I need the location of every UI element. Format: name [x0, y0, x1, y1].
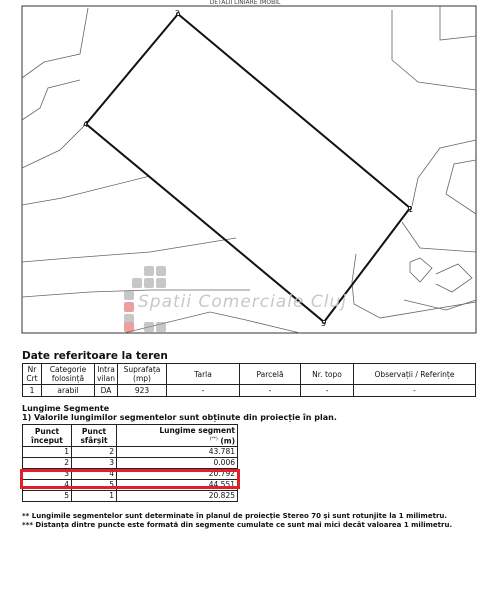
land-table-header-row	[23, 364, 476, 385]
header-observatii: Observații / Referințe	[354, 364, 476, 385]
segment-start: 3	[23, 469, 72, 480]
header-intravilan: Intra vilan	[95, 364, 118, 385]
segment-row	[23, 491, 238, 502]
segments-subtitle: 1) Valorile lungimilor segmentelor sunt obținute din proiecție în plan.	[22, 413, 337, 422]
watermark-text: Spatii Comerciale Cluj	[138, 292, 347, 312]
header-tarla: Tarla	[167, 364, 240, 385]
segment-start: 4	[23, 480, 72, 491]
cell-suprafata: 923	[118, 385, 167, 397]
cell-tarla: -	[167, 385, 240, 397]
footnote-1: ** Lungimile segmentelor sunt determinate în planul de proiecție Stereo 70 și sunt rotunjite la 1 milimetru.	[22, 512, 448, 520]
segments-header-row	[23, 425, 238, 447]
footnote-2: *** Distanța dintre puncte este formată din segmente cumulate ce sunt mai mici decât valoarea 1 milimetru.	[22, 521, 453, 529]
cell-categorie: arabil	[42, 385, 95, 397]
header-unit: (m)	[220, 436, 235, 446]
point-label-1: 1	[408, 205, 414, 214]
point-label-5: 5	[321, 319, 327, 328]
plan-header-title: DETALII LINIARE IMOBIL	[209, 0, 281, 6]
segment-end: 3	[72, 458, 117, 469]
highlight-box	[20, 469, 240, 489]
segment-length: 0.006	[117, 458, 238, 469]
segment-start: 5	[23, 491, 72, 502]
segments-title: Lungime Segmente	[22, 404, 110, 413]
cell-nr-topo: -	[301, 385, 354, 397]
header-lungime	[117, 425, 238, 447]
header-nr-crt: Nr Crt	[23, 364, 42, 385]
segment-end: 5	[72, 480, 117, 491]
segment-length: 20.792	[117, 469, 238, 480]
header-parcela: Parcelă	[240, 364, 301, 385]
cell-intravilan: DA	[95, 385, 118, 397]
header-suprafata: Suprafața (mp)	[118, 364, 167, 385]
land-data-table	[22, 363, 476, 397]
segment-end: 1	[72, 491, 117, 502]
segments-table	[22, 424, 238, 502]
segments-heading	[22, 404, 337, 422]
segment-length: 44.551	[117, 480, 238, 491]
point-label-2: 2	[175, 9, 181, 18]
segment-start: 2	[23, 458, 72, 469]
land-table-row	[23, 385, 476, 397]
header-lungime-label: Lungime segment	[159, 425, 235, 435]
segment-length: 20.825	[117, 491, 238, 502]
header-nr-topo: Nr. topo	[301, 364, 354, 385]
header-unit-footnote: (**)	[209, 436, 218, 442]
segment-length: 43.781	[117, 447, 238, 458]
segment-row	[23, 458, 238, 469]
segment-row	[23, 447, 238, 458]
header-categorie: Categorie folosință	[42, 364, 95, 385]
segment-end: 4	[72, 469, 117, 480]
cell-parcela: -	[240, 385, 301, 397]
land-section-title: Date referitoare la teren	[22, 350, 168, 362]
segment-start: 1	[23, 447, 72, 458]
cell-observatii: -	[354, 385, 476, 397]
point-label-4: 4	[83, 120, 89, 129]
cell-nr-crt: 1	[23, 385, 42, 397]
header-punct-sfarsit: Punct sfârșit	[72, 425, 117, 447]
segment-end: 2	[72, 447, 117, 458]
header-punct-inceput: Punct început	[23, 425, 72, 447]
